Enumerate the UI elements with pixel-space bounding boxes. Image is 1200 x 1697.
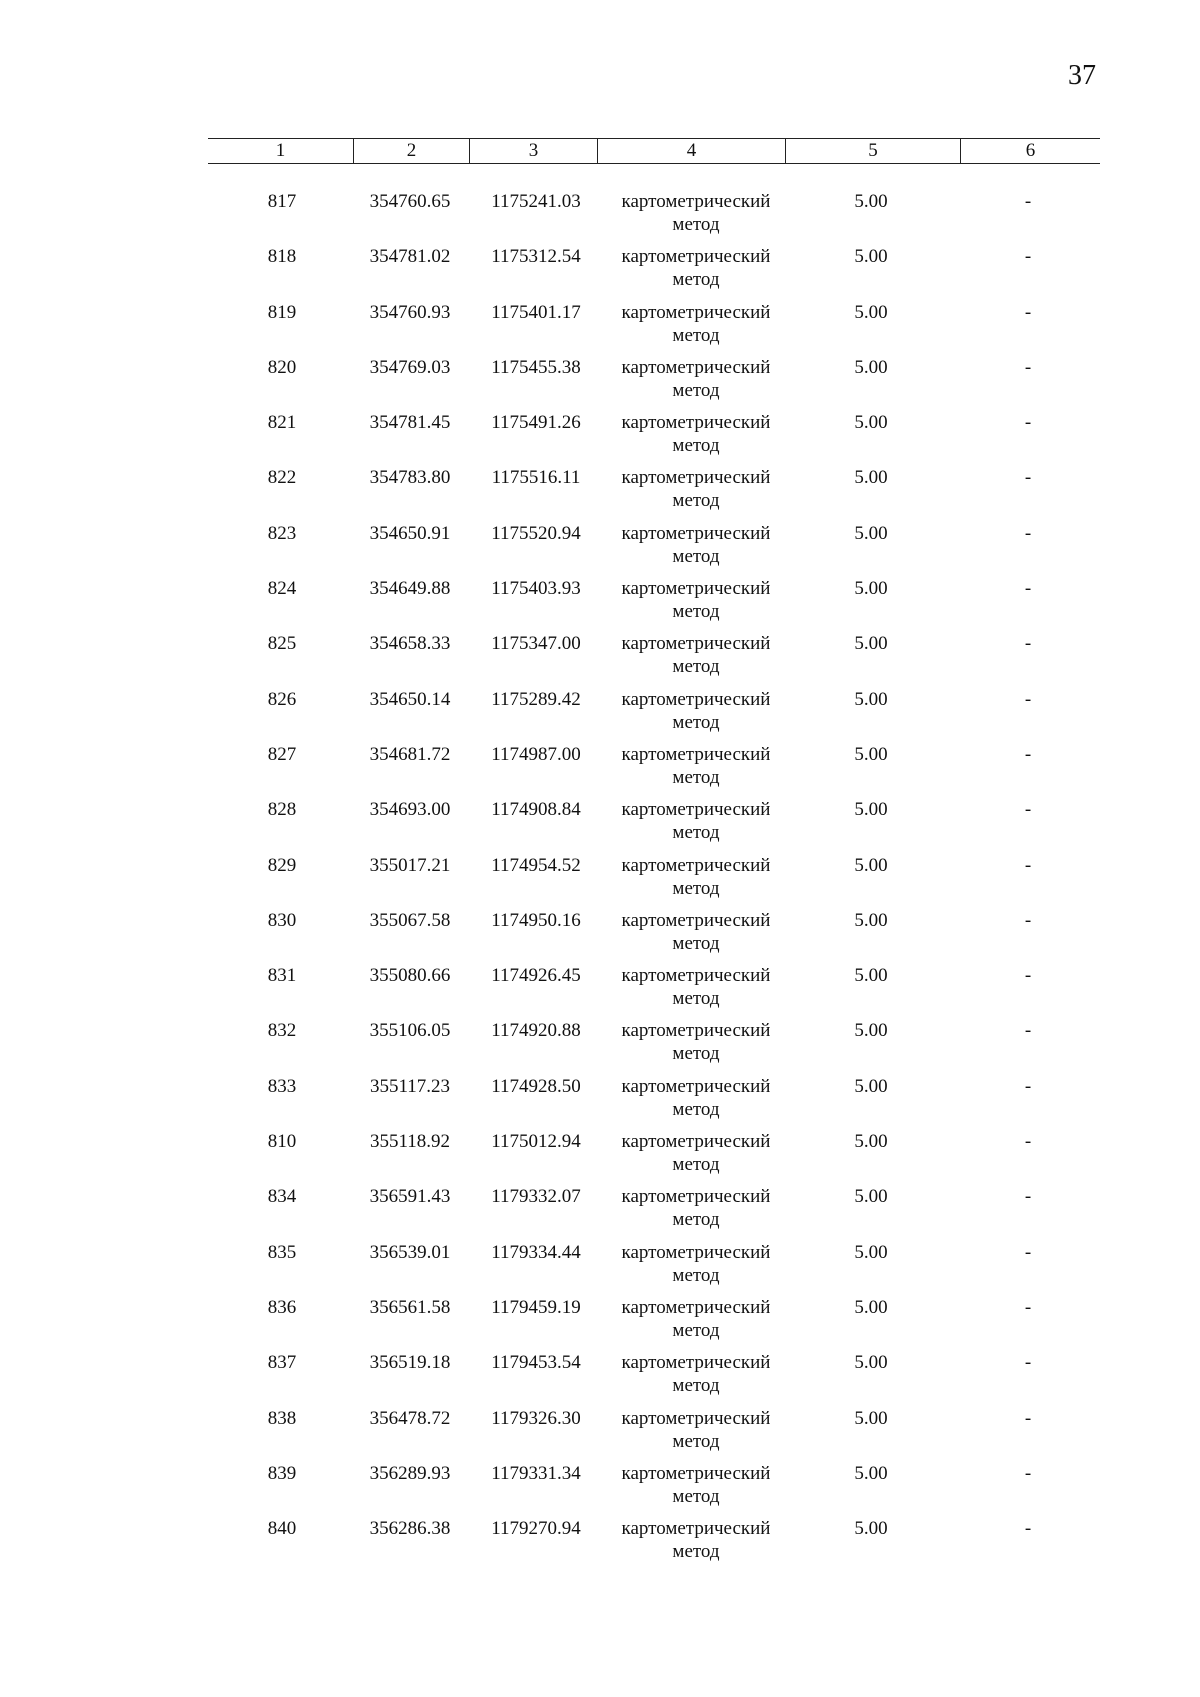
note-cell: - xyxy=(1024,965,1032,987)
coordinate-y: 1179453.54 xyxy=(491,1352,581,1374)
table-row xyxy=(0,1517,1200,1572)
point-number: 824 xyxy=(267,578,297,600)
note-cell: - xyxy=(1024,246,1032,268)
table-row xyxy=(0,1185,1200,1240)
accuracy-cell: 5.00 xyxy=(854,1518,888,1540)
coordinate-y: 1175455.38 xyxy=(491,356,581,378)
table-row xyxy=(0,964,1200,1019)
note-cell: - xyxy=(1024,1407,1032,1429)
method-cell: картометрический метод xyxy=(621,1352,771,1397)
coordinate-x: 356286.38 xyxy=(369,1518,451,1540)
method-cell: картометрический метод xyxy=(621,301,771,346)
coordinate-x: 354650.91 xyxy=(369,522,451,544)
method-cell: картометрический метод xyxy=(621,246,771,291)
accuracy-cell: 5.00 xyxy=(854,412,888,434)
table-row xyxy=(0,909,1200,964)
note-cell: - xyxy=(1024,356,1032,378)
table-row xyxy=(0,632,1200,687)
coordinate-y: 1179270.94 xyxy=(491,1518,581,1540)
coordinate-y: 1175516.11 xyxy=(491,467,581,489)
accuracy-cell: 5.00 xyxy=(854,965,888,987)
coordinate-y: 1179331.34 xyxy=(491,1462,581,1484)
point-number: 826 xyxy=(267,688,297,710)
note-cell: - xyxy=(1024,301,1032,323)
method-cell: картометрический метод xyxy=(621,1407,771,1452)
coordinate-y: 1179459.19 xyxy=(491,1296,581,1318)
method-cell: картометрический метод xyxy=(621,467,771,512)
accuracy-cell: 5.00 xyxy=(854,1020,888,1042)
method-cell: картометрический метод xyxy=(621,909,771,954)
coordinate-x: 355118.92 xyxy=(369,1131,451,1153)
note-cell: - xyxy=(1024,1352,1032,1374)
table-row xyxy=(0,301,1200,356)
accuracy-cell: 5.00 xyxy=(854,1241,888,1263)
coordinate-x: 354781.02 xyxy=(369,246,451,268)
header-col-2: 2 xyxy=(353,139,469,163)
accuracy-cell: 5.00 xyxy=(854,522,888,544)
coordinate-x: 354781.45 xyxy=(369,412,451,434)
coordinate-y: 1174926.45 xyxy=(491,965,581,987)
method-cell: картометрический метод xyxy=(621,688,771,733)
table-row xyxy=(0,190,1200,245)
accuracy-cell: 5.00 xyxy=(854,688,888,710)
method-cell: картометрический метод xyxy=(621,633,771,678)
table-row xyxy=(0,688,1200,743)
header-col-5: 5 xyxy=(785,139,960,163)
point-number: 829 xyxy=(267,854,297,876)
coordinate-x: 354760.65 xyxy=(369,191,451,212)
table-header xyxy=(208,138,1100,164)
accuracy-cell: 5.00 xyxy=(854,467,888,489)
coordinate-y: 1175012.94 xyxy=(491,1131,581,1153)
header-col-6: 6 xyxy=(960,139,1100,163)
note-cell: - xyxy=(1024,578,1032,600)
table-row xyxy=(0,798,1200,853)
method-cell: картометрический метод xyxy=(621,1241,771,1286)
point-number: 834 xyxy=(267,1186,297,1208)
coordinate-y: 1174908.84 xyxy=(491,799,581,821)
point-number: 822 xyxy=(267,467,297,489)
header-col-1: 1 xyxy=(275,140,286,161)
coordinate-x: 354760.93 xyxy=(369,301,451,323)
coordinate-y: 1179326.30 xyxy=(491,1407,581,1429)
method-cell: картометрический метод xyxy=(621,1020,771,1065)
method-cell: картометрический метод xyxy=(621,1131,771,1176)
accuracy-cell: 5.00 xyxy=(854,1296,888,1318)
table-row xyxy=(0,1019,1200,1074)
coordinate-y: 1174954.52 xyxy=(491,854,581,876)
coordinate-y: 1175347.00 xyxy=(491,633,581,655)
method-cell: картометрический метод xyxy=(621,1186,771,1231)
coordinate-y: 1175520.94 xyxy=(491,522,581,544)
note-cell: - xyxy=(1024,1296,1032,1318)
coordinate-y: 1174950.16 xyxy=(491,909,581,931)
coordinate-y: 1174920.88 xyxy=(491,1020,581,1042)
method-cell: картометрический метод xyxy=(621,1075,771,1120)
note-cell: - xyxy=(1024,412,1032,434)
table-row xyxy=(0,854,1200,909)
table-row xyxy=(0,411,1200,466)
point-number: 825 xyxy=(267,633,297,655)
coordinate-x: 354693.00 xyxy=(369,799,451,821)
coordinate-x: 355080.66 xyxy=(369,965,451,987)
note-cell: - xyxy=(1024,909,1032,931)
coordinate-y: 1174928.50 xyxy=(491,1075,581,1097)
table-body xyxy=(0,190,1200,1572)
coordinate-x: 354783.80 xyxy=(369,467,451,489)
coordinate-y: 1175403.93 xyxy=(491,578,581,600)
table-row xyxy=(0,1241,1200,1296)
point-number: 818 xyxy=(267,246,297,268)
point-number: 832 xyxy=(267,1020,297,1042)
table-row xyxy=(0,1130,1200,1185)
method-cell: картометрический метод xyxy=(621,965,771,1010)
coordinate-y: 1175401.17 xyxy=(491,301,581,323)
method-cell: картометрический метод xyxy=(621,412,771,457)
note-cell: - xyxy=(1024,1020,1032,1042)
coordinate-y: 1174987.00 xyxy=(491,743,581,765)
accuracy-cell: 5.00 xyxy=(854,1186,888,1208)
coordinate-y: 1175289.42 xyxy=(491,688,581,710)
note-cell: - xyxy=(1024,799,1032,821)
accuracy-cell: 5.00 xyxy=(854,1352,888,1374)
point-number: 836 xyxy=(267,1296,297,1318)
note-cell: - xyxy=(1024,1241,1032,1263)
method-cell: картометрический метод xyxy=(621,743,771,788)
note-cell: - xyxy=(1024,633,1032,655)
accuracy-cell: 5.00 xyxy=(854,1462,888,1484)
method-cell: картометрический метод xyxy=(621,356,771,401)
coordinate-x: 355117.23 xyxy=(369,1075,451,1097)
table-row xyxy=(0,356,1200,411)
table-row xyxy=(0,1407,1200,1462)
coordinate-x: 355067.58 xyxy=(369,909,451,931)
coordinate-x: 356478.72 xyxy=(369,1407,451,1429)
method-cell: картометрический метод xyxy=(621,191,771,235)
accuracy-cell: 5.00 xyxy=(854,799,888,821)
coordinate-y: 1179334.44 xyxy=(491,1241,581,1263)
note-cell: - xyxy=(1024,522,1032,544)
coordinate-x: 354649.88 xyxy=(369,578,451,600)
method-cell: картометрический метод xyxy=(621,578,771,623)
note-cell: - xyxy=(1024,1518,1032,1540)
coordinate-x: 354658.33 xyxy=(369,633,451,655)
coordinate-x: 354650.14 xyxy=(369,688,451,710)
coordinate-x: 356519.18 xyxy=(369,1352,451,1374)
coordinate-x: 355106.05 xyxy=(369,1020,451,1042)
accuracy-cell: 5.00 xyxy=(854,633,888,655)
accuracy-cell: 5.00 xyxy=(854,854,888,876)
point-number: 835 xyxy=(267,1241,297,1263)
method-cell: картометрический метод xyxy=(621,1462,771,1507)
accuracy-cell: 5.00 xyxy=(854,1075,888,1097)
table-row xyxy=(0,1351,1200,1406)
header-col-3: 3 xyxy=(469,139,597,163)
coordinate-y: 1175491.26 xyxy=(491,412,581,434)
note-cell: - xyxy=(1024,1186,1032,1208)
note-cell: - xyxy=(1024,743,1032,765)
accuracy-cell: 5.00 xyxy=(854,1131,888,1153)
accuracy-cell: 5.00 xyxy=(854,578,888,600)
note-cell: - xyxy=(1024,1462,1032,1484)
table-row xyxy=(0,1296,1200,1351)
note-cell: - xyxy=(1024,1075,1032,1097)
point-number: 831 xyxy=(267,965,297,987)
coordinate-y: 1175241.03 xyxy=(491,191,581,212)
header-col-4: 4 xyxy=(597,139,785,163)
point-number: 820 xyxy=(267,356,297,378)
note-cell: - xyxy=(1024,467,1032,489)
coordinate-x: 354681.72 xyxy=(369,743,451,765)
table-row xyxy=(0,245,1200,300)
accuracy-cell: 5.00 xyxy=(854,246,888,268)
method-cell: картометрический метод xyxy=(621,1296,771,1341)
note-cell: - xyxy=(1024,854,1032,876)
note-cell: - xyxy=(1024,688,1032,710)
coordinate-x: 356289.93 xyxy=(369,1462,451,1484)
point-number: 833 xyxy=(267,1075,297,1097)
coordinate-y: 1179332.07 xyxy=(491,1186,581,1208)
point-number: 821 xyxy=(267,412,297,434)
point-number: 837 xyxy=(267,1352,297,1374)
note-cell: - xyxy=(1024,1131,1032,1153)
table-row xyxy=(0,577,1200,632)
accuracy-cell: 5.00 xyxy=(854,191,888,212)
accuracy-cell: 5.00 xyxy=(854,1407,888,1429)
table-row xyxy=(0,522,1200,577)
method-cell: картометрический метод xyxy=(621,799,771,844)
point-number: 827 xyxy=(267,743,297,765)
page-number: 37 xyxy=(1068,60,1096,91)
point-number: 840 xyxy=(267,1518,297,1540)
point-number: 830 xyxy=(267,909,297,931)
table-row xyxy=(0,466,1200,521)
accuracy-cell: 5.00 xyxy=(854,743,888,765)
point-number: 838 xyxy=(267,1407,297,1429)
coordinate-x: 356561.58 xyxy=(369,1296,451,1318)
coordinate-x: 354769.03 xyxy=(369,356,451,378)
point-number: 828 xyxy=(267,799,297,821)
point-number: 819 xyxy=(267,301,297,323)
table-row xyxy=(0,743,1200,798)
point-number: 817 xyxy=(267,191,297,212)
point-number: 810 xyxy=(267,1131,297,1153)
coordinate-x: 356591.43 xyxy=(369,1186,451,1208)
accuracy-cell: 5.00 xyxy=(854,301,888,323)
accuracy-cell: 5.00 xyxy=(854,909,888,931)
point-number: 823 xyxy=(267,522,297,544)
coordinate-y: 1175312.54 xyxy=(491,246,581,268)
table-row xyxy=(0,1462,1200,1517)
method-cell: картометрический метод xyxy=(621,1518,771,1563)
coordinate-x: 356539.01 xyxy=(369,1241,451,1263)
coordinate-x: 355017.21 xyxy=(369,854,451,876)
note-cell: - xyxy=(1024,191,1032,212)
table-row xyxy=(0,1075,1200,1130)
method-cell: картометрический метод xyxy=(621,522,771,567)
method-cell: картометрический метод xyxy=(621,854,771,899)
point-number: 839 xyxy=(267,1462,297,1484)
accuracy-cell: 5.00 xyxy=(854,356,888,378)
